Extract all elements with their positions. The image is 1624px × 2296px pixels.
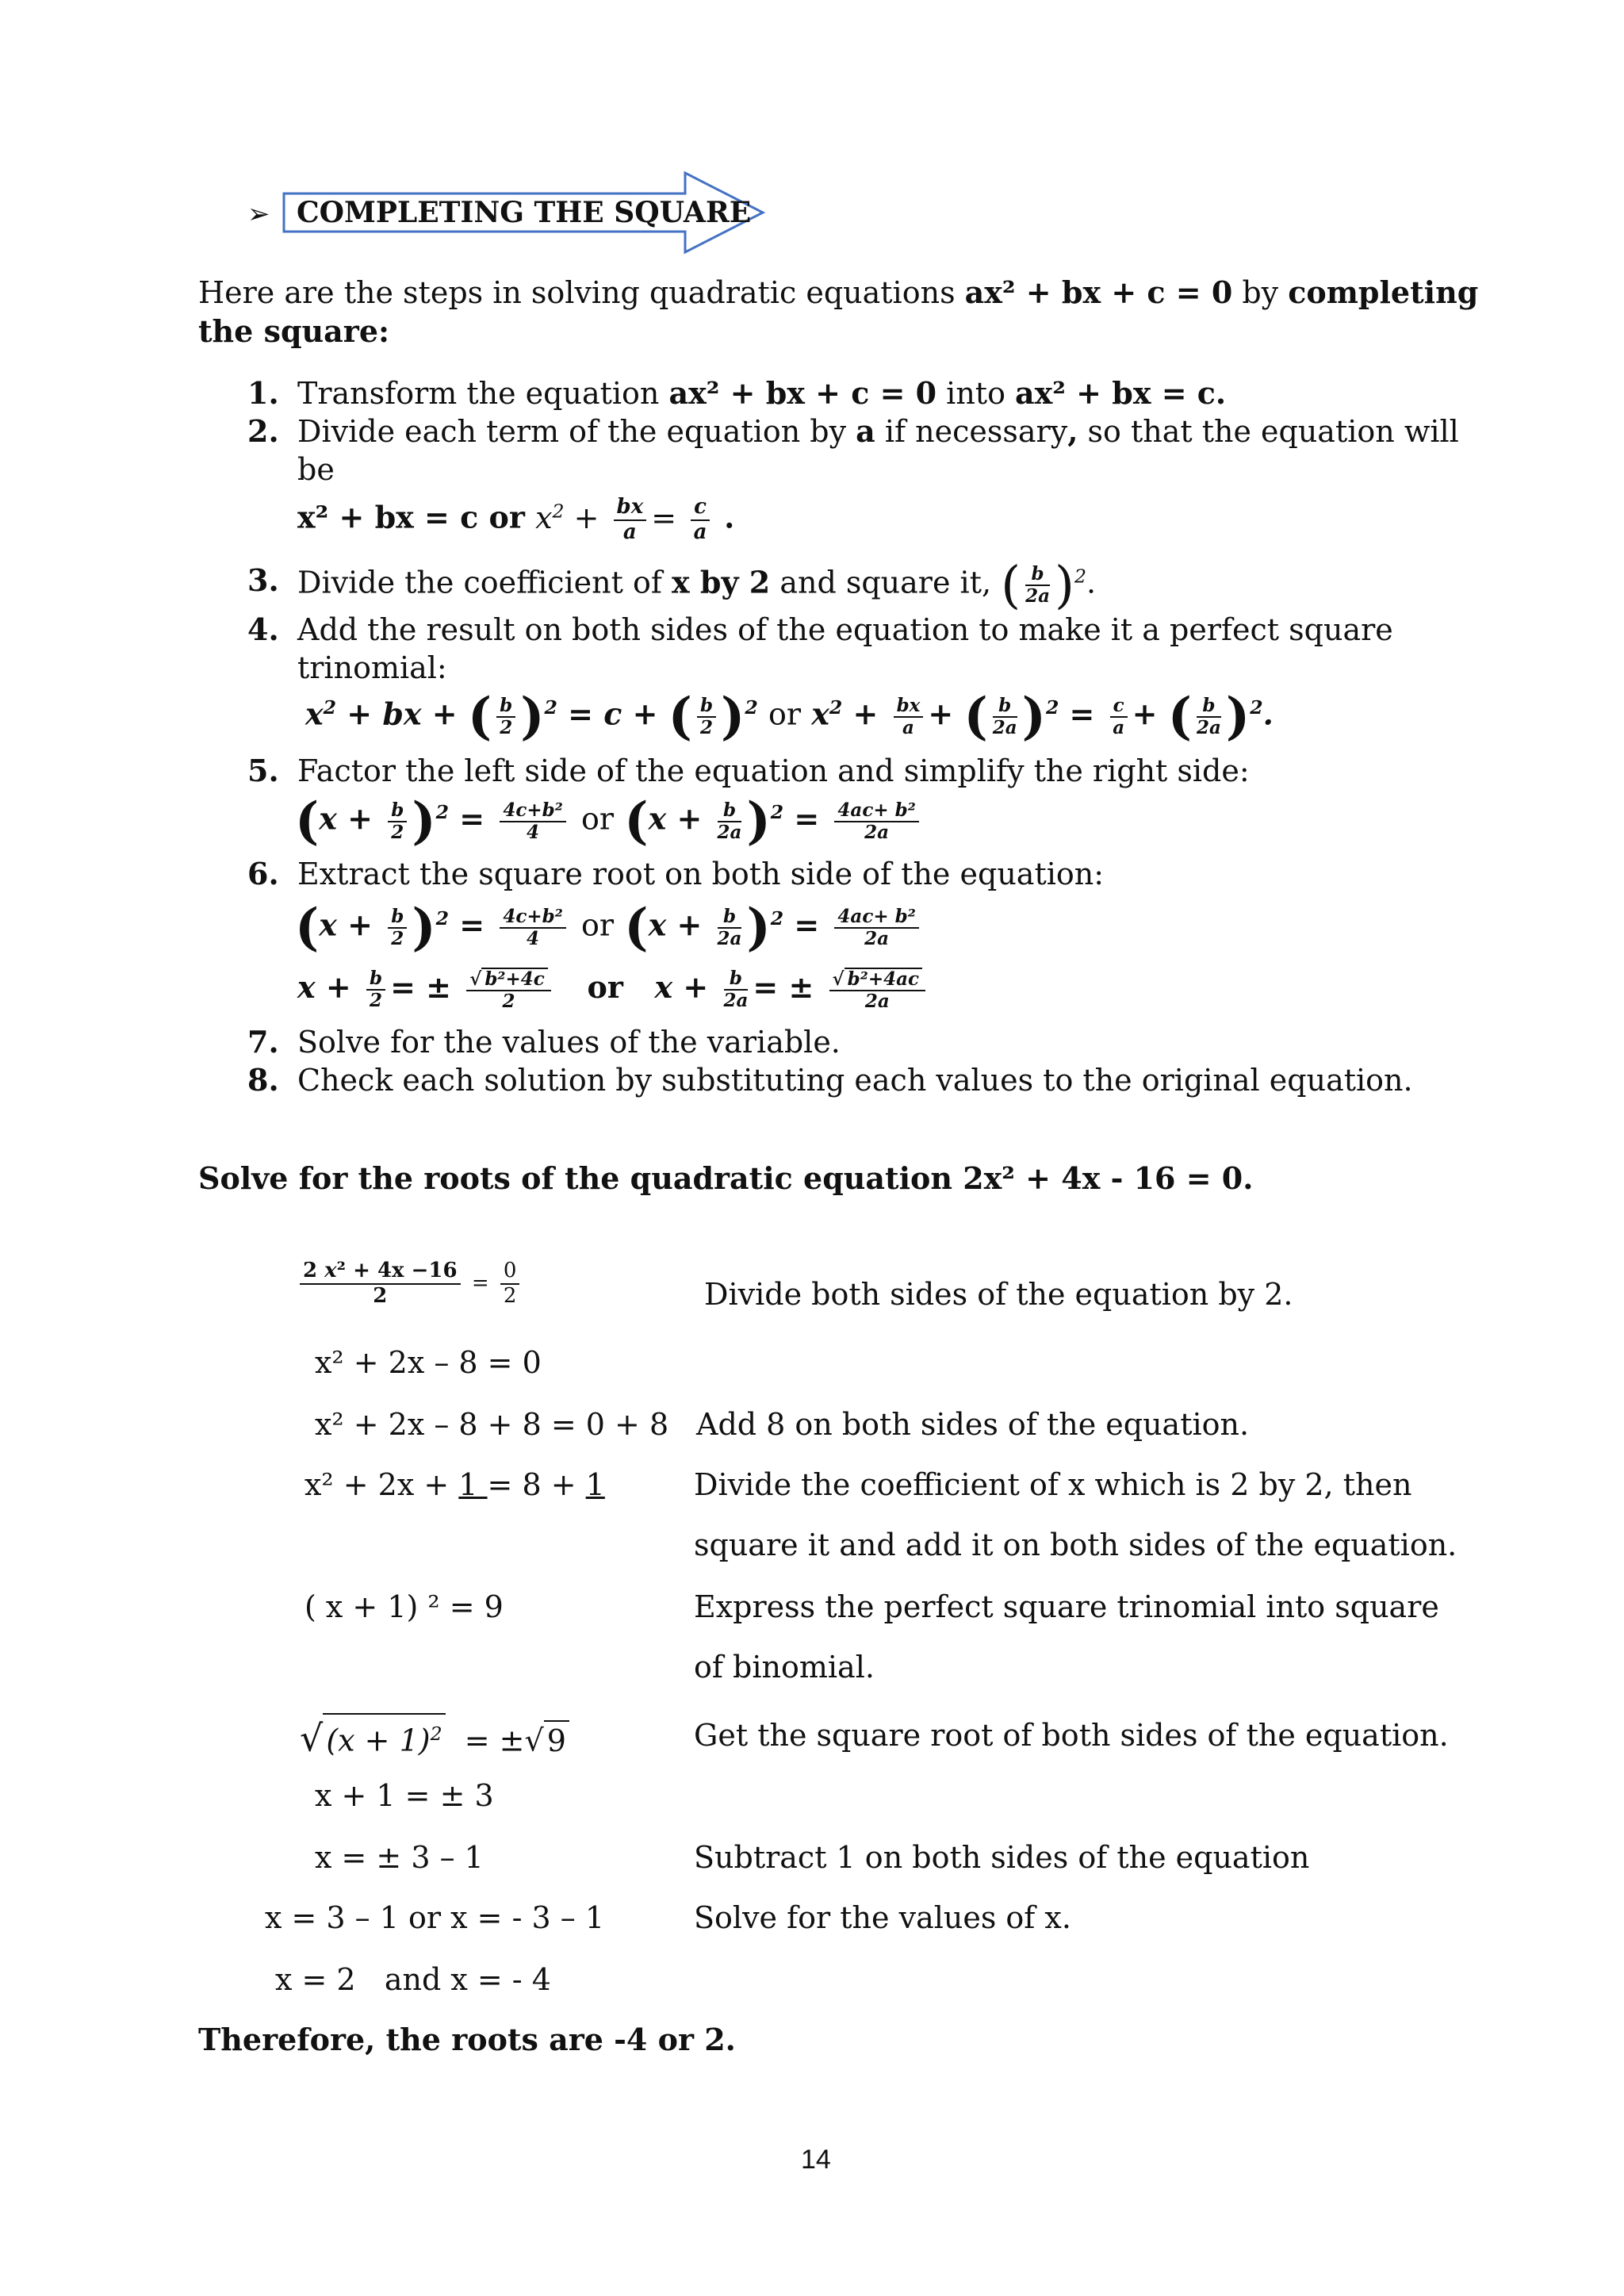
example-work: x² + 2x + 1 = 8 + 1: [304, 1467, 605, 1502]
example-work: x² + 2x – 8 + 8 = 0 + 8: [315, 1407, 669, 1442]
intro-line-2: the square:: [198, 313, 390, 349]
step-6-formula-1: (x + $\frac{b}{2}$ )$^2$ = $\frac{\text{4c+b²}}{4}$ or (x + $\frac{b}{2a}$ )$^2$ = $\frac{\text{4ac+ b²}}{2a}$: [295, 899, 924, 953]
step-1-text: Transform the equation ax² + bx + c = 0 into ax² + bx = c.: [297, 375, 1227, 411]
step-2-text-cont: be: [297, 452, 335, 487]
step-5-text: Factor the left side of the equation and simplify the right side:: [297, 753, 1250, 788]
example-note: Divide both sides of the equation by 2.: [704, 1277, 1293, 1312]
example-work-sqrt: √ $(x + 1)^2$ = ±√ 9: [300, 1713, 569, 1760]
step-number: 5.: [247, 753, 279, 788]
step-number: 3.: [247, 562, 279, 598]
example-work: x = ± 3 – 1: [315, 1840, 484, 1875]
step-number: 1.: [247, 375, 279, 411]
step-number: 2.: [247, 413, 279, 449]
example-work: ( x + 1) ² = 9: [304, 1589, 504, 1624]
example-note: of binomial.: [694, 1650, 875, 1685]
step-4-formula: $x^2$ + bx + ( $\frac{b}{2}$ )$^2$ = c + ( $\frac{b}{2}$ )$^2$ or $x^2$ + $\frac{bx}{a}$ + ( $\frac{b}{2a}$ )$^2$ = $\frac{c}{a}$ + ( $\frac{b}{2a}$ )$^2$.: [305, 687, 1274, 747]
step-number: 6.: [247, 856, 279, 891]
step-4-text: Add the result on both sides of the equation to make it a perfect square: [297, 612, 1393, 647]
step-6-formula-2: x + $\frac{b}{2}$ = ± $\frac{\text{√ b²+4c}}{2}$ or x + $\frac{b}{2a}$ = ± $\frac{\text{√ b²+4ac}}{2a}$: [297, 968, 930, 1013]
page-number: 14: [801, 2145, 831, 2175]
intro-line-1: Here are the steps in solving quadratic equations ax² + bx + c = 0 by completing: [198, 274, 1479, 310]
example-note: Solve for the values of x.: [694, 1900, 1071, 1935]
example-note: square it and add it on both sides of the equation.: [694, 1527, 1457, 1562]
step-3-text: Divide the coefficient of x by 2 and square it, ( $\frac{b}{2a}$ )$^2$.: [297, 556, 1097, 615]
step-number: 8.: [247, 1062, 279, 1098]
example-note: Get the square root of both sides of the equation.: [694, 1718, 1449, 1753]
step-2-text: Divide each term of the equation by a if necessary, so that the equation will: [297, 413, 1459, 449]
example-work: x = 2 and x = - 4: [275, 1962, 551, 1997]
example-title: Solve for the roots of the quadratic equation 2x² + 4x - 16 = 0.: [198, 1160, 1254, 1196]
example-work: x² + 2x – 8 = 0: [315, 1345, 542, 1380]
example-divide-fraction: $\frac{\text{2 x² + 4x −16}}{2}$ = $\frac{0}{2}$: [295, 1259, 524, 1309]
step-2-formula: x² + bx = c or $x^2$ + $\frac{bx}{a}$ = $\frac{c}{a}$ .: [297, 495, 735, 545]
step-number: 4.: [247, 611, 279, 647]
example-note: Add 8 on both sides of the equation.: [696, 1407, 1250, 1442]
step-4-text-cont: trinomial:: [297, 650, 447, 685]
step-7-text: Solve for the values of the variable.: [297, 1025, 841, 1060]
example-note: Subtract 1 on both sides of the equation: [694, 1840, 1310, 1875]
example-work: x + 1 = ± 3: [315, 1778, 494, 1813]
step-8-text: Check each solution by substituting each values to the original equation.: [297, 1063, 1413, 1098]
step-5-formula: (x + $\frac{b}{2}$ )$^2$ = $\frac{\text{4c+b²}}{4}$ or (x + $\frac{b}{2a}$ )$^2$ = $\frac{\text{4ac+ b²}}{2a}$: [295, 793, 924, 847]
example-note: Divide the coefficient of x which is 2 by 2, then: [694, 1467, 1412, 1502]
section-heading: COMPLETING THE SQUARE: [297, 196, 752, 229]
step-6-text: Extract the square root on both side of the equation:: [297, 857, 1105, 891]
example-work: x = 3 – 1 or x = - 3 – 1: [265, 1900, 605, 1935]
example-note: Express the perfect square trinomial into square: [694, 1589, 1439, 1624]
bullet-arrow-icon: ➢: [247, 198, 270, 230]
example-conclusion: Therefore, the roots are -4 or 2.: [198, 2022, 736, 2057]
step-number: 7.: [247, 1024, 279, 1060]
